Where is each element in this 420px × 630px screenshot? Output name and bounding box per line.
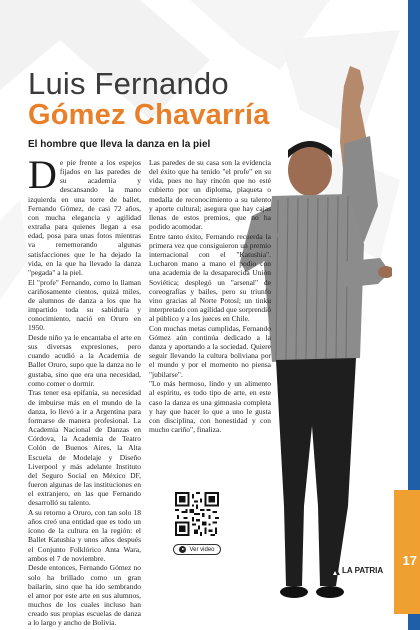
paragraph: Tras tener esa epifanía, su necesidad de imbuirse más en el mundo de la danza, lo llevó a ir a Argentina para formarse de manera profesional. La Academia Nacional de Danzas en Córdova, la Academia de Teatro Colón de Buenos Aires, la Alta Escuela de Modelaje y Diseño Liverpool y más adelante Instituto del Seguro Social en México DF, fueron algunas de las instituciones en el extranjero, en las que Fernando desarrolló su talento. xyxy=(28,388,141,508)
article-column-1 xyxy=(28,152,141,628)
page-number: 17 xyxy=(402,553,417,568)
watch-video-label: Ver video xyxy=(189,546,215,553)
brand-logo-icon xyxy=(330,566,340,575)
play-icon xyxy=(179,546,186,553)
qr-video-block xyxy=(175,492,221,555)
watch-video-button[interactable] xyxy=(173,544,221,555)
article-subtitle: El hombre que lleva la danza en la piel xyxy=(28,139,211,150)
paragraph: Desde entonces, Fernando Gómez no solo ha brillado como un gran bailarín, sino que ha ido sembrando el amor por este arte en sus alumnos, muchos de los cuales incluso han creado sus propias escuelas de danza a lo largo y ancho de Bolivia. xyxy=(28,563,141,628)
paragraph: A su retorno a Oruro, con tan solo 18 años creó una entidad que es todo un ícono de la cultura en la región: el Ballet Katushia y unos años después el Conjunto Folklórico Anta Wara, ambos el 7 de noviembre. xyxy=(28,507,141,563)
paragraph: Las paredes de su casa son la evidencia del éxito que ha tenido "el profe" en su vida, pues no hay rincón que no esté cubierto por un diploma, plaqueta o medalla de reconocimiento a su talento y aporte cultural; asegura que hay cajas llenas de estos premios, que no ha podido acomodar. xyxy=(149,158,271,232)
paragraph: El "profe" Fernando, como lo llaman cariñosamente cientos, quizá miles, de alumnos de danza a los que ha impartido toda su sabiduría y conocimiento, nació en Oruro en 1950. xyxy=(28,277,141,333)
paragraph: Desde niño ya le encantaba el arte en sus diversas expresiones, pero cuando acudió a la Academia de Ballet Oruro, supo que la danza no le gustaba, sino que era una necesidad, como comer o dormir. xyxy=(28,332,141,388)
paragraph: "Lo más hermoso, lindo y un alimento al espíritu, es todo tipo de arte, en este caso la danza es una gimnasia completa y hay que hacer lo que a uno le gusta con disciplina, con honestidad y con mucho cariño", finaliza. xyxy=(149,379,271,435)
publication-brand xyxy=(330,566,383,575)
article-column-2 xyxy=(149,158,271,435)
qr-code[interactable] xyxy=(175,492,219,536)
article-title-line2: Gómez Chavarría xyxy=(28,99,270,131)
side-bar-orange xyxy=(394,490,420,614)
paragraph: Con muchas metas cumplidas, Fernando Gómez aún continúa dedicado a la danza y aportando a la sociedad. Quiere seguir llevando la cultura boliviana por el mundo y por el momento no piensa "jubilarse". xyxy=(149,323,271,379)
paragraph: De pie frente a los espejos fijados en las paredes de su academia y descansando la mano izquierda en una torre de ballet, Fernando Gómez, de casi 72 años, con mucha elegancia y agilidad extraña para quienes llegan a esa edad, posa para unas fotos mientras va rememorando algunas satisfacciones que le ha dejado la vida, en la que ha llevado la danza "pegada" a la piel. xyxy=(28,152,141,277)
drop-cap: D xyxy=(28,152,57,197)
article-title-line1: Luis Fernando xyxy=(28,66,229,101)
brand-name: LA PATRIA xyxy=(342,566,384,575)
paragraph: Entre tanto éxito, Fernando recuerda la primera vez que consiguieron un premio internacional con el "Katushia". Lucharon mano a mano el podio con una academia de la desaparecida Unión Soviética; desplegó un "arsenal" de coreografías y bailes, pero su triunfo vino gracias al Norte Potosí; un tinku interpretado con agilidad que sorprendió al público y a los jueces en Chile. xyxy=(149,231,271,324)
